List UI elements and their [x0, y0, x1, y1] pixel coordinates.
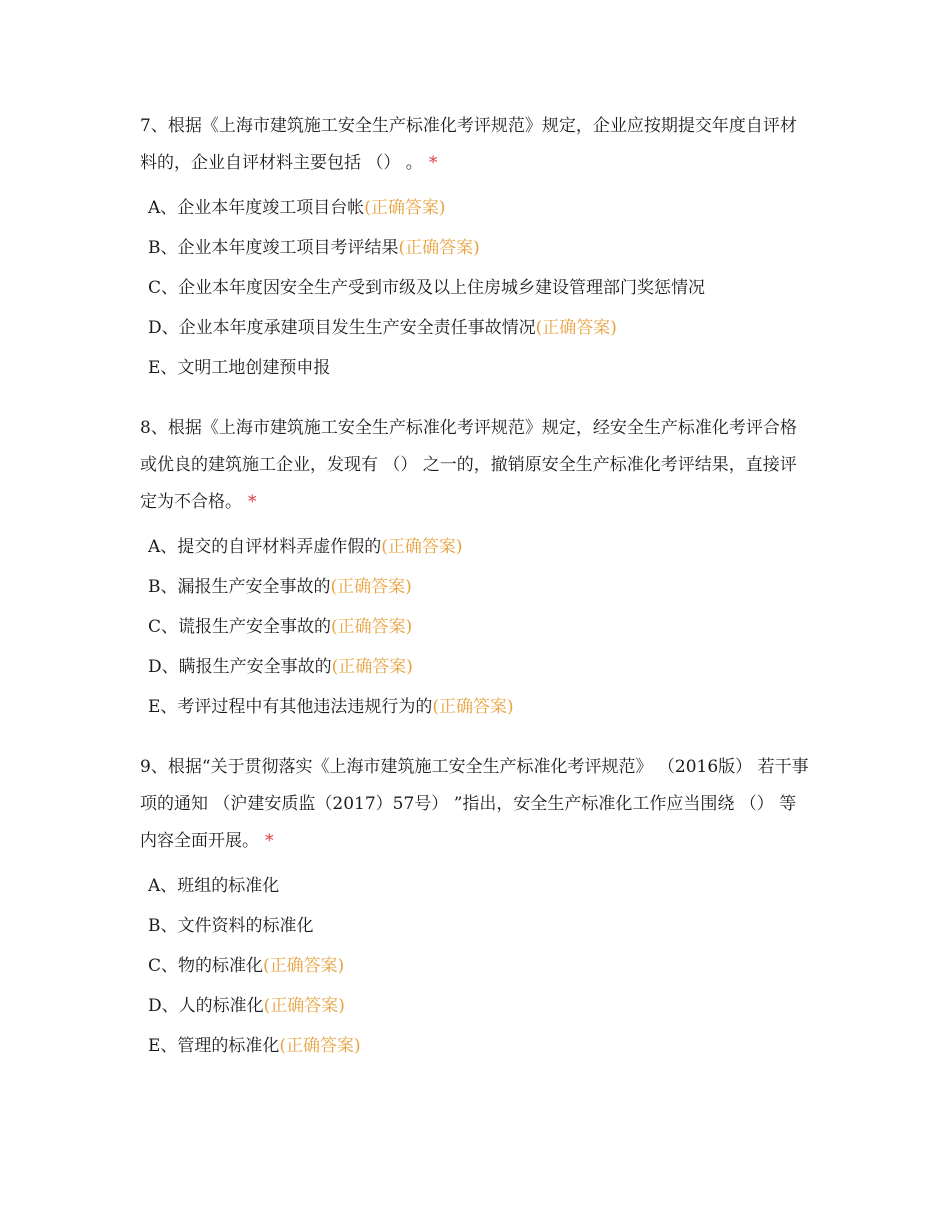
required-mark: *	[428, 153, 438, 173]
option-text: 企业本年度因安全生产受到市级及以上住房城乡建设管理部门奖惩情况	[178, 278, 706, 298]
option-text: 班组的标准化	[177, 876, 280, 896]
correct-answer-tag: (正确答案)	[398, 238, 480, 258]
option-text: 文明工地创建预申报	[177, 358, 331, 378]
question-text	[140, 108, 812, 182]
correct-answer-tag: (正确答案)	[279, 1036, 361, 1056]
question-stem: 7、根据《上海市建筑施工安全生产标准化考评规范》规定，企业应按期提交年度自评材料的，企业自评材料主要包括 （） 。	[140, 116, 797, 173]
question-7	[140, 108, 812, 388]
option-text: 考评过程中有其他违法违规行为的	[177, 697, 433, 717]
option-letter: E、	[148, 1036, 178, 1056]
correct-answer-tag: (正确答案)	[263, 996, 345, 1016]
required-mark: *	[265, 831, 274, 851]
option-text: 提交的自评材料弄虚作假的	[177, 537, 382, 557]
option-letter: D、	[148, 657, 179, 677]
option-text: 物的标准化	[178, 956, 264, 976]
option-letter: A、	[148, 198, 178, 218]
question-text	[140, 749, 812, 860]
option-list	[140, 527, 812, 727]
correct-answer-tag: (正确答案)	[432, 697, 514, 717]
correct-answer-tag: (正确答案)	[331, 617, 413, 637]
option-text: 漏报生产安全事故的	[177, 577, 331, 597]
question-8	[140, 410, 812, 727]
option-c[interactable]	[140, 607, 812, 647]
option-d[interactable]	[140, 986, 812, 1026]
option-letter: C、	[148, 617, 179, 637]
option-d[interactable]	[140, 308, 812, 348]
option-text: 人的标准化	[178, 996, 264, 1016]
correct-answer-tag: (正确答案)	[331, 657, 413, 677]
question-stem: 9、根据“关于贯彻落实《上海市建筑施工安全生产标准化考评规范》 （2016版） 若干事项的通知 （沪建安质监（2017）57号） ”指出，安全生产标准化工作应当围绕 （） 等内容全面开展。	[140, 757, 809, 851]
option-text: 谎报生产安全事故的	[178, 617, 332, 637]
option-letter: A、	[148, 876, 178, 896]
option-text: 文件资料的标准化	[177, 916, 314, 936]
question-stem: 8、根据《上海市建筑施工安全生产标准化考评规范》规定，经安全生产标准化考评合格或优良的建筑施工企业，发现有 （） 之一的，撤销原安全生产标准化考评结果，直接评定为不合格。	[140, 418, 797, 512]
option-letter: C、	[148, 956, 179, 976]
quiz-document	[140, 108, 812, 1088]
correct-answer-tag: (正确答案)	[263, 956, 345, 976]
option-text: 管理的标准化	[177, 1036, 280, 1056]
option-a[interactable]	[140, 866, 812, 906]
option-letter: D、	[148, 996, 179, 1016]
correct-answer-tag: (正确答案)	[535, 318, 617, 338]
option-text: 企业本年度竣工项目台帐	[177, 198, 365, 218]
required-mark: *	[248, 492, 257, 512]
option-letter: E、	[148, 358, 178, 378]
correct-answer-tag: (正确答案)	[364, 198, 446, 218]
option-d[interactable]	[140, 647, 812, 687]
question-text	[140, 410, 812, 521]
option-letter: D、	[148, 318, 179, 338]
option-b[interactable]	[140, 567, 812, 607]
option-letter: B、	[148, 916, 178, 936]
option-list	[140, 866, 812, 1066]
option-list	[140, 188, 812, 388]
option-letter: B、	[148, 238, 178, 258]
option-letter: E、	[148, 697, 178, 717]
question-9	[140, 749, 812, 1066]
option-text: 企业本年度竣工项目考评结果	[177, 238, 399, 258]
option-letter: A、	[148, 537, 178, 557]
correct-answer-tag: (正确答案)	[381, 537, 463, 557]
option-b[interactable]	[140, 228, 812, 268]
option-letter: B、	[148, 577, 178, 597]
correct-answer-tag: (正确答案)	[330, 577, 412, 597]
option-text: 瞒报生产安全事故的	[178, 657, 332, 677]
option-b[interactable]	[140, 906, 812, 946]
option-text: 企业本年度承建项目发生生产安全责任事故情况	[178, 318, 536, 338]
option-e[interactable]	[140, 687, 812, 727]
option-a[interactable]	[140, 527, 812, 567]
option-letter: C、	[148, 278, 179, 298]
option-e[interactable]	[140, 1026, 812, 1066]
option-e[interactable]	[140, 348, 812, 388]
option-a[interactable]	[140, 188, 812, 228]
option-c[interactable]	[140, 268, 812, 308]
option-c[interactable]	[140, 946, 812, 986]
